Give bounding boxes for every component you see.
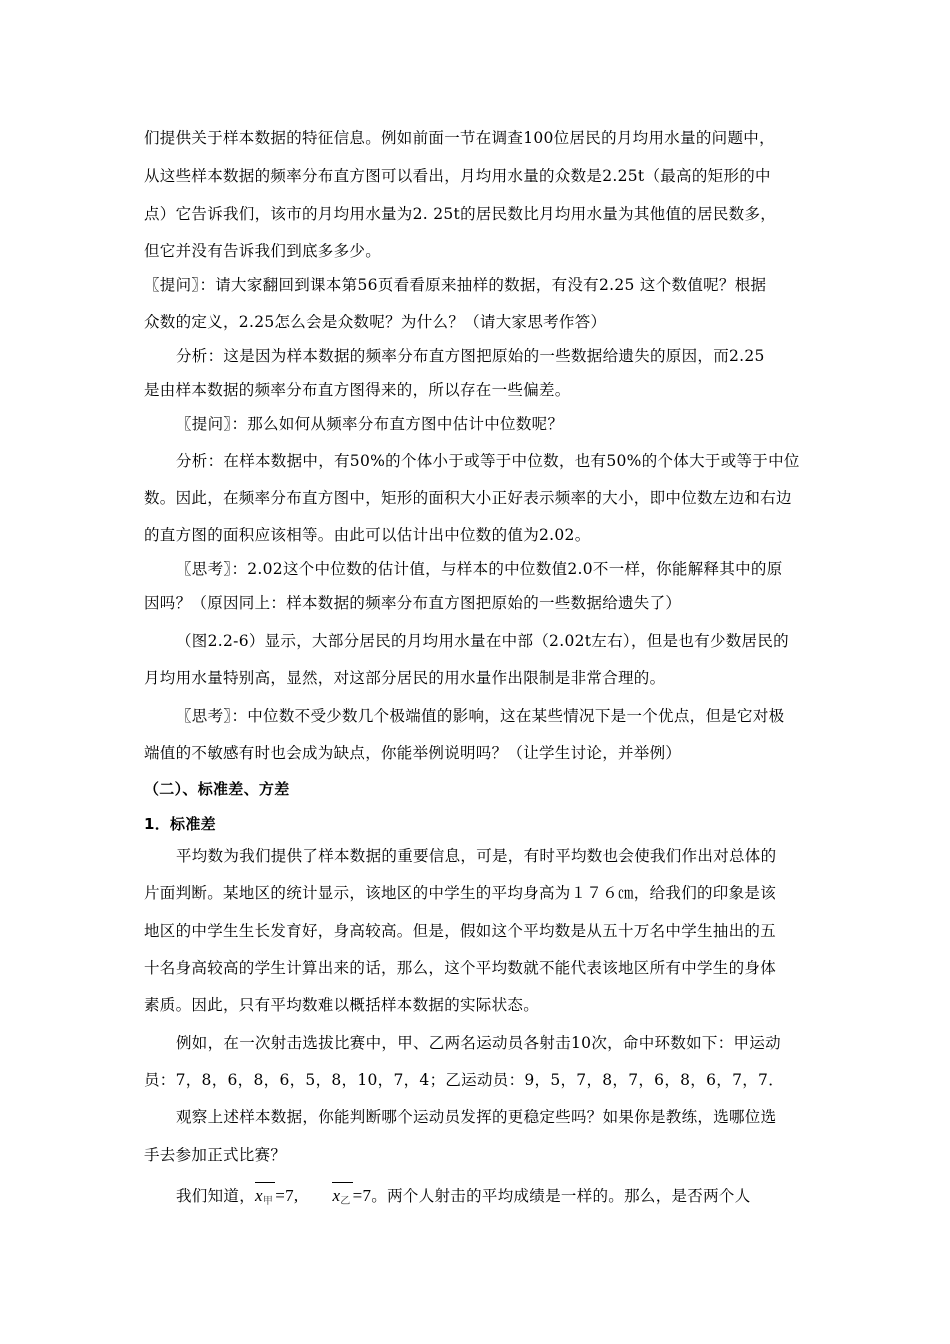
x-bar-symbol <box>332 1182 350 1212</box>
mean-formula-yi <box>332 1182 371 1212</box>
text-line: 因吗？（原因同上：样本数据的频率分布直方图把原始的一些数据给遗失了） <box>144 594 682 612</box>
subscript-jia: 甲 <box>262 1196 274 1207</box>
text-line: 〖提问〗：请大家翻回到课本第56页看看原来抽样的数据，有没有2.25 这个数值呢？根据 <box>144 276 767 294</box>
text-line: 众数的定义，2.25怎么会是众数呢？为什么？（请大家思考作答） <box>144 313 607 331</box>
text-line: 分析：在样本数据中，有50%的个体小于或等于中位数，也有50%的个体大于或等于中位 <box>176 452 800 470</box>
text-line: 们提供关于样本数据的特征信息。例如前面一节在调查100位居民的月均用水量的问题中， <box>144 129 775 147</box>
text-line: 手去参加正式比赛？ <box>144 1146 287 1164</box>
text-line: 的直方图的面积应该相等。由此可以估计出中位数的值为2.02。 <box>144 526 591 544</box>
text-line: 员：7，8，6，8，6，5，8，10，7，4；乙运动员：9，5，7，8，7，6，8，6，7，7． <box>144 1071 784 1089</box>
text-line: 素质。因此，只有平均数难以概括样本数据的实际状态。 <box>144 996 540 1014</box>
x-variable: x <box>332 1186 341 1205</box>
text-line: 但它并没有告诉我们到底多多少。 <box>144 242 382 260</box>
text-line: 〖思考〗：2.02这个中位数的估计值，与样本的中位数值2.0不一样，你能解释其中的原 <box>176 560 783 578</box>
text-line: 平均数为我们提供了样本数据的重要信息，可是，有时平均数也会使我们作出对总体的 <box>176 847 777 865</box>
text-line: 数。因此，在频率分布直方图中，矩形的面积大小正好表示频率的大小，即中位数左边和右边 <box>144 489 792 507</box>
text-line: 〖提问〗：那么如何从频率分布直方图中估计中位数呢？ <box>176 415 564 433</box>
text-line: 端值的不敏感有时也会成为缺点，你能举例说明吗？（让学生讨论，并举例） <box>144 744 682 762</box>
subscript-yi: 乙 <box>340 1196 351 1207</box>
text-line: 月均用水量特别高，显然，对这部分居民的用水量作出限制是非常合理的。 <box>144 669 666 687</box>
text-line: 从这些样本数据的频率分布直方图可以看出，月均用水量的众数是2.25t（最高的矩形的中 <box>144 167 771 185</box>
mean-formula-jia <box>255 1182 298 1212</box>
x-variable: x <box>255 1186 263 1205</box>
text-line: 例如，在一次射击选拔比赛中，甲、乙两名运动员各射击10次，命中环数如下：甲运动 <box>176 1034 781 1052</box>
text-line: 〖思考〗：中位数不受少数几个极端值的影响，这在某些情况下是一个优点，但是它对极 <box>176 707 785 725</box>
text-line: 观察上述样本数据，你能判断哪个运动员发挥的更稳定些吗？如果你是教练，选哪位选 <box>176 1108 777 1126</box>
section-heading: （二）、标准差、方差 <box>144 780 290 798</box>
text-line-formula <box>176 1182 751 1212</box>
text-line: 片面判断。某地区的统计显示，该地区的中学生的平均身高为１７６㎝，给我们的印象是该 <box>144 884 777 902</box>
text-line: 是由样本数据的频率分布直方图得来的，所以存在一些偏差。 <box>144 381 571 399</box>
text-line: （图2.2-6）显示，大部分居民的月均用水量在中部（2.02t左右），但是也有少数居民的 <box>176 632 789 650</box>
subsection-heading: 1．标准差 <box>144 815 216 833</box>
x-bar-symbol <box>255 1182 273 1212</box>
text-line: 分析：这是因为样本数据的频率分布直方图把原始的一些数据给遗失的原因，而2.25 <box>176 347 765 365</box>
text-line: 十名身高较高的学生计算出来的话，那么，这个平均数就不能代表该地区所有中学生的身体 <box>144 959 777 977</box>
text-line: 点）它告诉我们，该市的月均用水量为2. 25t的居民数比月均用水量为其他值的居民数多， <box>144 205 777 223</box>
formula-suffix: 。两个人射击的平均成绩是一样的。那么，是否两个人 <box>371 1187 751 1205</box>
formula-prefix: 我们知道， <box>176 1187 256 1205</box>
mean-value-jia: =7, <box>275 1186 299 1205</box>
mean-value-yi: =7 <box>352 1186 372 1205</box>
text-line: 地区的中学生生长发育好，身高较高。但是，假如这个平均数是从五十万名中学生抽出的五 <box>144 922 777 940</box>
